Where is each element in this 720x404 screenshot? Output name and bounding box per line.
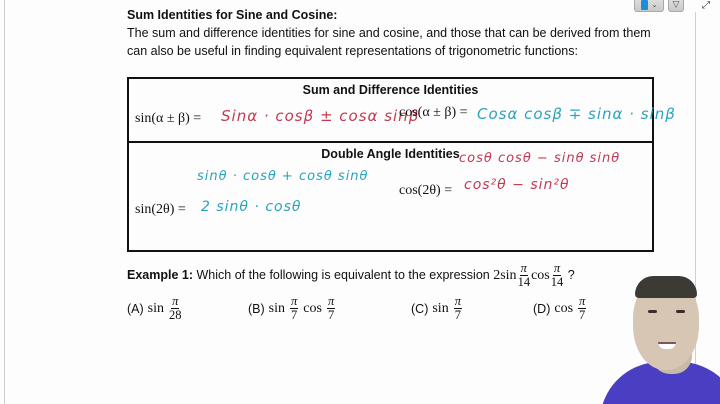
identities-table bbox=[127, 77, 676, 252]
example-question-text: Which of the following is equivalent to the expression bbox=[196, 267, 490, 282]
chevron-down-icon[interactable]: ⌄ bbox=[651, 1, 658, 9]
fraction: $\frac{\pi}{7}$ bbox=[454, 294, 461, 322]
page-left-edge bbox=[4, 0, 5, 404]
pen-color-button[interactable] bbox=[634, 0, 664, 12]
example-label: Example 1: bbox=[127, 267, 194, 282]
highlighter-button[interactable] bbox=[668, 0, 684, 12]
choice-c[interactable]: (C) sin $\frac{\pi}{7}$ bbox=[411, 294, 461, 322]
fraction: $\frac{\pi}{28}$ bbox=[169, 294, 182, 322]
expr-coef: 2 bbox=[493, 267, 501, 283]
choice-b[interactable]: (B) sin $\frac{\pi}{7}$ cos $\frac{\pi}{7}$ bbox=[248, 294, 335, 322]
highlighter-icon: ▽ bbox=[672, 0, 680, 10]
example-question bbox=[127, 262, 575, 289]
sin-double-handwriting-line2: 2 sinθ · cosθ bbox=[201, 199, 302, 215]
fraction: $\frac{\pi}{7}$ bbox=[291, 294, 298, 322]
fraction: $\frac{\pi}{14}$ bbox=[517, 261, 531, 289]
sin-double-handwriting-line1: sinθ · cosθ + cosθ sinθ bbox=[197, 169, 369, 184]
fraction: $\frac{\pi}{7}$ bbox=[327, 294, 335, 322]
sum-difference-heading: Sum and Difference Identities bbox=[302, 83, 479, 97]
presenter-eye bbox=[648, 310, 657, 313]
presenter-hair bbox=[635, 276, 697, 298]
cos-double-label: cos(2θ) = bbox=[399, 183, 453, 198]
cos-sum-handwriting: Cosα cosβ ∓ sinα · sinβ bbox=[477, 105, 676, 123]
choice-a[interactable]: (A) sin $\frac{\pi}{28}$ bbox=[127, 294, 182, 322]
sin-sum-handwriting: Sinα · cosβ ± cosα sinβ bbox=[221, 107, 420, 125]
sin-double-label: sin(2θ) = bbox=[135, 202, 186, 217]
choice-d[interactable]: (D) cos $\frac{\pi}{7}$ bbox=[533, 294, 586, 322]
cos-double-handwriting-line2: cos²θ − sin²θ bbox=[464, 177, 570, 193]
fraction: $\frac{\pi}{7}$ bbox=[579, 294, 586, 322]
fraction: $\frac{\pi}{14}$ bbox=[550, 261, 564, 289]
question-mark: ? bbox=[567, 267, 575, 282]
expr-cos: cos bbox=[531, 267, 550, 283]
cos-double-handwriting-line1: cosθ cosθ − sinθ sinθ bbox=[459, 151, 621, 166]
cos-sum-label: cos(α ± β) = bbox=[399, 105, 468, 120]
webcam-overlay bbox=[600, 272, 720, 404]
intro-paragraph: The sum and difference identities for sine and cosine, and those that can be derived from them can also be useful in finding equivalent representations of trigonometric functions: bbox=[127, 26, 651, 58]
presenter-eye bbox=[676, 310, 685, 313]
sin-sum-label: sin(α ± β) = bbox=[135, 111, 202, 126]
expand-icon[interactable]: ⤢ bbox=[702, 0, 710, 11]
section-title: Sum Identities for Sine and Cosine: bbox=[127, 8, 338, 22]
ink-toolbar bbox=[634, 0, 684, 12]
expr-sin: sin bbox=[500, 267, 517, 283]
pen-icon bbox=[641, 0, 648, 10]
row-divider bbox=[129, 141, 652, 143]
double-angle-heading: Double Angle Identities bbox=[321, 147, 460, 161]
